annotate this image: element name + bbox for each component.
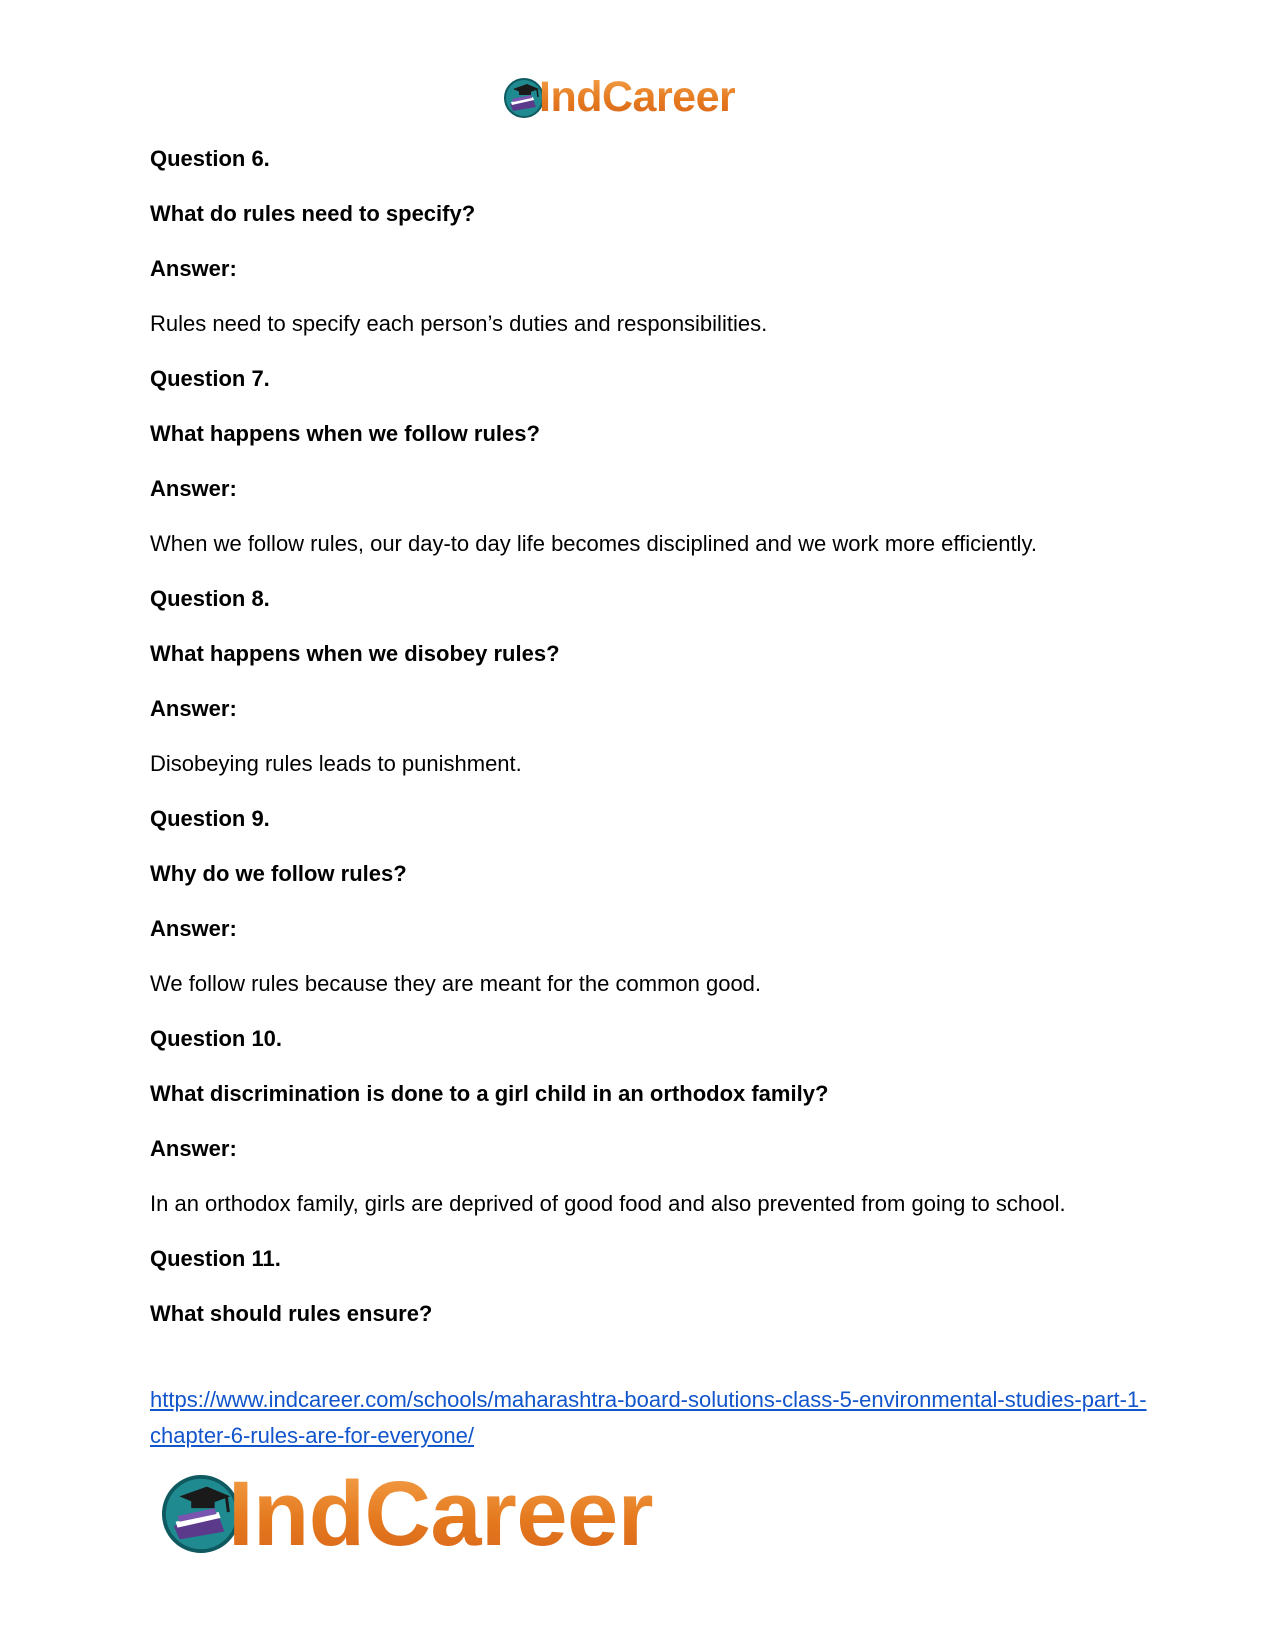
answer-text: In an orthodox family, girls are deprived of good food and also prevented from going to school. [150, 1191, 1066, 1216]
document-body [150, 146, 1150, 1356]
answer-label: Answer: [150, 476, 237, 501]
question-text: What happens when we follow rules? [150, 421, 540, 446]
question-number: Question 11. [150, 1246, 281, 1271]
question-number: Question 8. [150, 586, 270, 611]
answer-text: Rules need to specify each person’s duties and responsibilities. [150, 311, 768, 336]
question-text: What do rules need to specify? [150, 201, 476, 226]
question-number: Question 9. [150, 806, 270, 831]
question-text: What discrimination is done to a girl child in an orthodox family? [150, 1081, 829, 1106]
question-text: Why do we follow rules? [150, 861, 407, 886]
logo-text-large: IndCareer [228, 1463, 653, 1565]
answer-text: Disobeying rules leads to punishment. [150, 751, 522, 776]
logo-text: IndCareer [539, 73, 736, 121]
header-logo [503, 73, 736, 121]
question-number: Question 6. [150, 146, 270, 171]
answer-label: Answer: [150, 256, 237, 281]
answer-label: Answer: [150, 696, 237, 721]
footer-logo [160, 1463, 653, 1565]
question-text: What happens when we disobey rules? [150, 641, 560, 666]
question-number: Question 7. [150, 366, 270, 391]
answer-text: We follow rules because they are meant for the common good. [150, 971, 762, 996]
question-text: What should rules ensure? [150, 1301, 433, 1326]
question-number: Question 10. [150, 1026, 283, 1051]
answer-label: Answer: [150, 916, 237, 941]
answer-label: Answer: [150, 1136, 237, 1161]
answer-text: When we follow rules, our day-to day life becomes disciplined and we work more efficiently. [150, 531, 1037, 556]
source-link[interactable]: https://www.indcareer.com/schools/maharashtra-board-solutions-class-5-environmental-studies-part-1-chapter-6-rules-are-for-everyone/ [150, 1387, 1147, 1448]
